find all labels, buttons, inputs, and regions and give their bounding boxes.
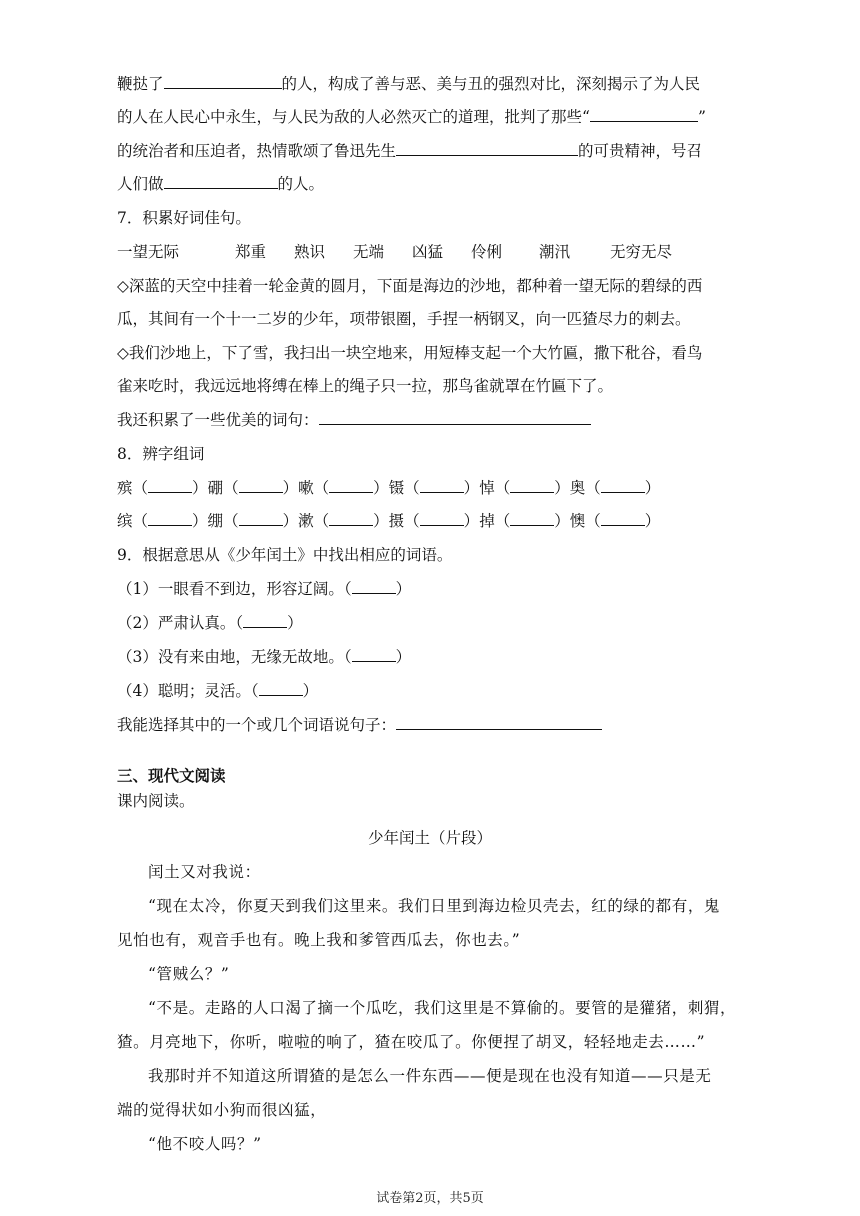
char-row: 缤（ ）绷（ ）漱（ ）摄（ ）掉（ ）懊（ ）	[117, 512, 661, 530]
passage-line	[117, 141, 702, 161]
fill-blank[interactable]	[164, 174, 278, 189]
word: 熟识	[294, 243, 326, 261]
sentence-line: ◇深蓝的天空中挂着一轮金黄的圆月，下面是海边的沙地，都种着一望无际的碧绿的西	[117, 277, 703, 295]
passage-line: “管贼么？”	[148, 965, 230, 983]
fill-blank[interactable]	[329, 512, 373, 526]
page-footer: 试卷第2页，共5页	[376, 1191, 484, 1206]
word: 潮汛	[539, 243, 571, 261]
question-8-title: 8．辨字组词	[117, 445, 205, 463]
fill-blank[interactable]	[243, 614, 287, 628]
fill-blank[interactable]	[319, 410, 591, 425]
text: （1）一眼看不到边，形容辽阔。	[117, 580, 344, 598]
definition-item: （3）没有来由地，无缘无故地。（ ）	[117, 648, 412, 666]
fill-blank[interactable]	[510, 512, 554, 526]
text: ”	[697, 108, 706, 126]
char: 绷	[207, 512, 224, 530]
word: 无端	[353, 243, 385, 261]
text: 鞭挞了	[117, 75, 164, 93]
definition-item: （2）严肃认真。（ ）	[117, 614, 303, 632]
char: 硼	[207, 479, 224, 497]
text: （4）聪明；灵活。	[117, 682, 251, 700]
fill-blank[interactable]	[164, 74, 282, 89]
char: 悼	[479, 479, 495, 497]
fill-blank[interactable]	[148, 479, 192, 493]
section-title: 三、现代文阅读	[117, 767, 226, 785]
text: （3）没有来由地，无缘无故地。	[117, 648, 344, 666]
fill-blank[interactable]	[396, 715, 602, 730]
fill-blank[interactable]	[420, 479, 464, 493]
passage-line	[117, 174, 324, 194]
sentence-line: ◇我们沙地上，下了雪，我扫出一块空地来，用短棒支起一个大竹匾，撒下秕谷，看鸟	[117, 344, 703, 362]
fill-blank[interactable]	[239, 479, 283, 493]
passage-line: “不是。走路的人口渴了摘一个瓜吃，我们这里是不算偷的。要管的是獾猪，刺猬，	[148, 999, 737, 1017]
fill-blank[interactable]	[601, 512, 645, 526]
word: 郑重	[235, 243, 267, 261]
char: 镊	[388, 479, 405, 497]
text: 我还积累了一些优美的词句：	[117, 411, 319, 429]
passage-line	[117, 107, 706, 127]
fill-blank[interactable]	[352, 580, 396, 594]
char: 摄	[388, 512, 405, 530]
word: 伶俐	[471, 243, 503, 261]
make-sentence-line	[117, 715, 602, 735]
char: 懊	[569, 512, 586, 530]
passage-line	[117, 74, 700, 94]
char: 殡	[117, 479, 133, 497]
passage-title: 少年闰土（片段）	[367, 829, 492, 847]
char: 缤	[117, 512, 133, 530]
text: 的可贵精神，号召	[578, 142, 703, 160]
fill-blank[interactable]	[396, 141, 578, 156]
text: 的人在人民心中永生，与人民为敌的人必然灭亡的道理，批判了那些“	[117, 108, 590, 126]
passage-line: 见怕也有，观音手也有。晚上我和爹管西瓜去，你也去。”	[117, 931, 521, 949]
passage-line: 端的觉得状如小狗而很凶猛，	[117, 1101, 327, 1119]
word: 一望无际	[117, 243, 180, 261]
accumulate-line	[117, 410, 591, 430]
text: 的统治者和压迫者，热情歌颂了鲁迅先生	[117, 142, 397, 160]
text: 的人，构成了善与恶、美与丑的强烈对比，深刻揭示了为人民	[281, 75, 701, 93]
char: 掉	[479, 512, 495, 530]
passage-line: 猹。月亮地下，你听，啦啦的响了，猹在咬瓜了。你便捏了胡叉，轻轻地走去……”	[117, 1033, 706, 1051]
text: （2）严肃认真。	[117, 614, 236, 632]
fill-blank[interactable]	[259, 682, 303, 696]
passage-line: 闰土又对我说：	[148, 863, 261, 881]
passage-line: “现在太冷，你夏天到我们这里来。我们日里到海边检贝壳去，红的绿的都有，鬼	[148, 897, 721, 915]
passage-line: “他不咬人吗？”	[148, 1135, 262, 1153]
fill-blank[interactable]	[148, 512, 192, 526]
text: 我能选择其中的一个或几个词语说句子：	[117, 716, 397, 734]
text: 的人。	[277, 175, 325, 193]
char: 奥	[569, 479, 586, 497]
text: 人们做	[117, 175, 164, 193]
fill-blank[interactable]	[590, 107, 698, 122]
sentence-line: 雀来吃时，我远远地将缚在棒上的绳子只一拉，那鸟雀就罩在竹匾下了。	[117, 377, 614, 395]
question-9-title: 9．根据意思从《少年闰土》中找出相应的词语。	[117, 546, 453, 564]
fill-blank[interactable]	[352, 648, 396, 662]
fill-blank[interactable]	[601, 479, 645, 493]
char: 嗽	[298, 479, 314, 497]
char-row: 殡（ ）硼（ ）嗽（ ）镊（ ）悼（ ）奥（ ）	[117, 479, 661, 497]
section-subtitle: 课内阅读。	[117, 792, 195, 810]
fill-blank[interactable]	[420, 512, 464, 526]
definition-item: （1）一眼看不到边，形容辽阔。（ ）	[117, 580, 412, 598]
word: 无穷无尽	[610, 243, 673, 261]
passage-line: 我那时并不知道这所谓猹的是怎么一件东西——便是现在也没有知道——只是无	[148, 1067, 712, 1085]
fill-blank[interactable]	[329, 479, 373, 493]
char: 漱	[298, 512, 314, 530]
definition-item: （4）聪明；灵活。（ ）	[117, 682, 319, 700]
word: 凶猛	[412, 243, 444, 261]
word-bank	[117, 242, 672, 262]
fill-blank[interactable]	[239, 512, 283, 526]
sentence-line: 瓜，其间有一个十一二岁的少年，项带银圈，手捏一柄钢叉，向一匹猹尽力的刺去。	[117, 310, 691, 328]
fill-blank[interactable]	[510, 479, 554, 493]
question-7-title: 7．积累好词佳句。	[117, 209, 251, 227]
